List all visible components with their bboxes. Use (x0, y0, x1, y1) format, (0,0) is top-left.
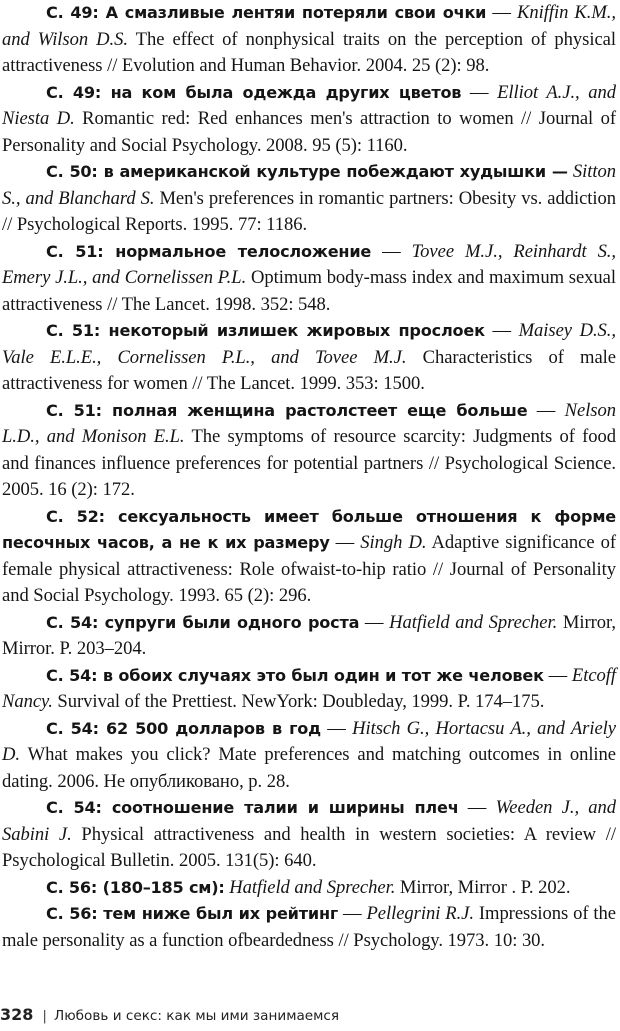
reference-source: Survival of the Prettiest. NewYork: Doubleday, 1999. P. 174–175. (52, 691, 545, 712)
reference-label: С. 56: (180–185 см): (46, 877, 225, 897)
reference-entry (2, 398, 616, 504)
reference-entry (2, 663, 616, 716)
reference-source: Impressions of the male personality as a function ofbeardedness // Psychology. 1973. 10: 30. (2, 903, 616, 951)
reference-authors: Hitsch G., Hortacsu A., and Ariely D. (2, 717, 616, 765)
reference-entry (2, 504, 616, 610)
reference-authors: Hatfield and Sprecher. (229, 876, 396, 898)
reference-label: С. 52: сексуальность имеет больше отношения к форме песочных часов, а не к их размеру (2, 506, 616, 552)
reference-authors: Elliot A.J., and Niesta D. (2, 81, 616, 129)
reference-authors: Kniffin K.M., and Wilson D.S. (2, 2, 616, 50)
page-number: 328 (0, 1005, 34, 1024)
reference-separator: — (329, 532, 361, 553)
reference-entry (2, 875, 616, 902)
reference-label: С. 54: соотношение талии и ширины плеч (46, 798, 459, 817)
reference-label: С. 54: 62 500 долларов в год (46, 718, 321, 738)
reference-label: С. 51: нормальное телосложение (46, 241, 372, 261)
reference-authors: Tovee M.J., Reinhardt S., Emery J.L., and Cornelissen P.L. (2, 240, 617, 288)
reference-authors: Sitton S., and Blanchard S. (2, 161, 617, 209)
reference-authors: Weeden J., and Sabini J. (2, 797, 617, 845)
reference-separator: — (543, 664, 572, 686)
reference-source: Men's preferences in romantic partners: Obesity vs. addiction // Psychological Reports. 1995. 77: 1186. (2, 187, 616, 235)
reference-entry (2, 239, 616, 319)
reference-label: С. 54: в обоих случаях это был один и тот же человек (46, 665, 544, 685)
reference-source: Mirror, Mirror . P. 202. (395, 876, 571, 898)
reference-list (2, 0, 616, 954)
reference-entry (2, 901, 616, 954)
reference-separator: — (484, 320, 519, 341)
reference-separator: — (371, 240, 412, 262)
reference-source: Physical attractiveness and health in western societies: A review // Psychological Bulletin. 2005. 131(5): 640. (2, 823, 616, 871)
reference-entry (2, 318, 616, 398)
reference-separator: — (338, 903, 367, 924)
reference-label: С. 51: некоторый излишек жировых прослоек (46, 321, 485, 340)
reference-entry (2, 716, 616, 796)
reference-authors: Singh D. (360, 532, 427, 553)
reference-separator: — (486, 2, 517, 23)
reference-authors: Etcoff Nancy. (2, 664, 616, 712)
reference-separator: — (320, 717, 353, 739)
reference-authors: Nelson L.D., and Monison E.L. (2, 399, 616, 447)
reference-entry (2, 795, 616, 875)
running-title: Любовь и секс: как мы ими занимаемся (54, 1008, 340, 1024)
reference-label: С. 54: супруги были одного роста (46, 612, 360, 632)
reference-label: С. 49: на ком была одежда других цветов (46, 82, 462, 102)
reference-entry (2, 80, 616, 160)
reference-label: С. 56: тем ниже был их рейтинг (46, 904, 339, 923)
reference-label: С. 51: полная женщина растолстеет еще больше (46, 400, 528, 420)
footer-separator: | (42, 1008, 47, 1024)
reference-entry (2, 610, 616, 663)
reference-source: Romantic red: Red enhances men's attraction to women // Journal of Personality and Social Psychology. 2008. 95 (5): 1160. (2, 108, 617, 156)
reference-source: The symptoms of resource scarcity: Judgments of food and finances influence preferences for potential partners // Psychological Science. 2005. 16 (2): 172. (2, 426, 616, 500)
reference-entry (2, 159, 616, 239)
reference-label: С. 49: А смазливые лентяи потеряли свои очки (46, 3, 487, 22)
reference-separator: — (359, 611, 390, 633)
reference-separator: — (458, 797, 496, 818)
reference-separator: — (461, 81, 498, 103)
reference-source: Optimum body-mass index and maximum sexual attractiveness // The Lancet. 1998. 352: 548. (2, 267, 616, 315)
reference-authors: Hatfield and Sprecher. (389, 611, 558, 633)
reference-authors: Maisey D.S., Vale E.L.E., Cornelissen P.L., and Tovee M.J. (2, 320, 616, 368)
reference-label: С. 50: в американской культуре побеждают худышки — (46, 162, 568, 181)
reference-entry (2, 0, 616, 80)
reference-authors: Pellegrini R.J. (366, 903, 474, 924)
reference-separator: — (527, 399, 565, 421)
reference-source: The effect of nonphysical traits on the perception of physical attractiveness // Evolution and Human Behavior. 2004. 25 (2): 98. (2, 28, 616, 76)
reference-source: Characteristics of male attractiveness for women // The Lancet. 1999. 353: 1500. (2, 346, 616, 394)
reference-source: Mirror, Mirror. P. 203–204. (2, 611, 616, 659)
page-footer (0, 1005, 339, 1024)
reference-source: Adaptive significance of female physical attractiveness: Role ofwaist-to-hip ratio // Journal of Personality and Social Psychology. 1993. 65 (2): 296. (2, 532, 616, 606)
reference-source: What makes you click? Mate preferences and matching outcomes in online dating. 2006. Не опубликовано, p. 28. (2, 744, 616, 792)
